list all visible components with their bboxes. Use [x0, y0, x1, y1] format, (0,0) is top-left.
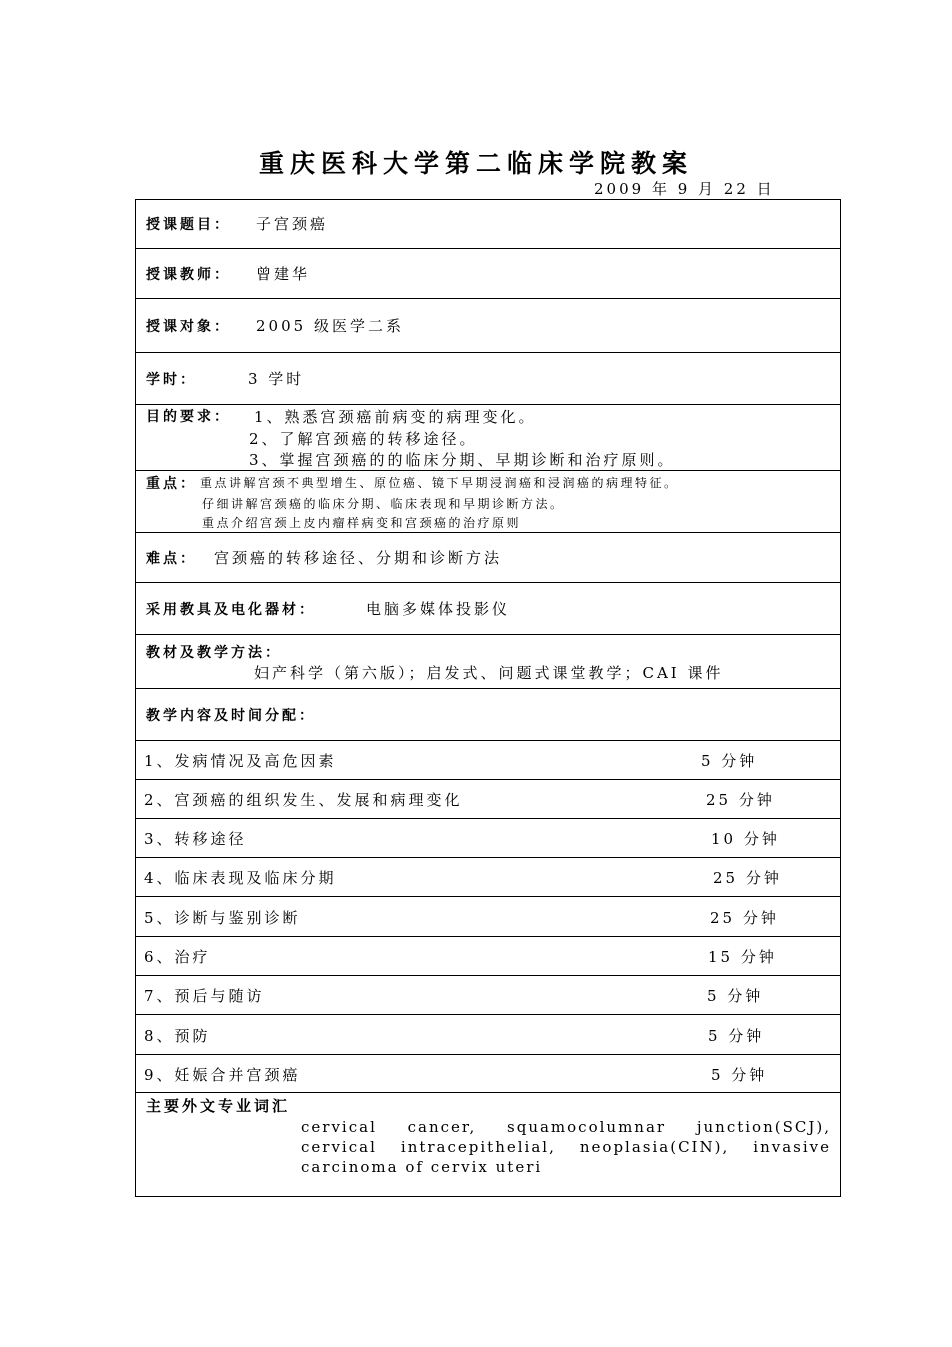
lesson-plan-table: [135, 199, 841, 1197]
schedule-item: 9、妊娠合并宫颈癌: [144, 1066, 301, 1084]
objectives-label: 目的要求：: [146, 409, 231, 425]
page-title: 重庆医科大学第二临床学院教案: [258, 149, 693, 178]
difficulties-label: 难点：: [146, 551, 197, 567]
hours-row: [136, 352, 840, 404]
schedule-item: 4、临床表现及临床分期: [144, 869, 337, 887]
schedule-row: [136, 740, 840, 779]
schedule-item: 2、宫颈癌的组织发生、发展和病理变化: [144, 791, 463, 809]
hours-value: 3 学时: [248, 370, 305, 388]
equipment-row: [136, 582, 840, 634]
key-point-item: 重点讲解宫颈不典型增生、原位癌、镜下早期浸润癌和浸润癌的病理特征。: [200, 476, 679, 490]
equipment-value: 电脑多媒体投影仪: [366, 600, 511, 618]
schedule-row: [136, 779, 840, 818]
schedule-time: 25 分钟: [710, 909, 779, 927]
topic-value: 子宫颈癌: [256, 215, 329, 233]
objectives-row: [136, 404, 840, 470]
schedule-time: 5 分钟: [708, 1027, 765, 1045]
schedule-item: 8、预防: [144, 1027, 211, 1045]
hours-label: 学时：: [146, 372, 197, 388]
audience-label: 授课对象：: [146, 319, 231, 335]
key-points-label: 重点：: [146, 476, 197, 492]
schedule-row: [136, 1054, 840, 1092]
materials-value: 妇产科学（第六版）；启发式、问题式课堂教学；CAI 课件: [254, 664, 724, 682]
schedule-time: 15 分钟: [708, 948, 777, 966]
audience-value: 2005 级医学二系: [256, 317, 404, 335]
teacher-value: 曾建华: [256, 265, 311, 283]
schedule-item: 1、发病情况及高危因素: [144, 752, 337, 770]
audience-row: [136, 298, 840, 352]
objective-item: 2、了解宫颈癌的转移途径。: [249, 430, 478, 448]
schedule-item: 3、转移途径: [144, 830, 247, 848]
schedule-heading: 教学内容及时间分配：: [146, 708, 316, 724]
schedule-row: [136, 936, 840, 975]
schedule-row: [136, 975, 840, 1014]
schedule-time: 5 分钟: [701, 752, 758, 770]
vocabulary-row: [136, 1092, 840, 1197]
equipment-label: 采用教具及电化器材：: [146, 602, 316, 618]
topic-row: [136, 200, 840, 248]
document-date: 2009 年 9 月 22 日: [594, 180, 775, 198]
vocabulary-terms: cervical cancer, squamocolumnar junction(SCJ), cervical intracepithelial, neoplasia(CIN), invasive carcinoma of cervix uteri: [301, 1118, 831, 1176]
objective-item: 3、掌握宫颈癌的的临床分期、早期诊断和治疗原则。: [249, 451, 676, 469]
schedule-heading-row: [136, 688, 840, 740]
schedule-row: [136, 818, 840, 857]
schedule-time: 10 分钟: [711, 830, 780, 848]
schedule-row: [136, 896, 840, 936]
key-point-item: 仔细讲解宫颈癌的临床分期、临床表现和早期诊断方法。: [202, 497, 565, 511]
difficulties-row: [136, 532, 840, 582]
schedule-item: 5、诊断与鉴别诊断: [144, 909, 301, 927]
materials-label: 教材及教学方法：: [146, 645, 282, 661]
vocabulary-label: 主要外文专业词汇: [146, 1097, 291, 1115]
schedule-time: 25 分钟: [713, 869, 782, 887]
schedule-item: 6、治疗: [144, 948, 211, 966]
schedule-row: [136, 857, 840, 896]
schedule-time: 5 分钟: [707, 987, 764, 1005]
teacher-row: [136, 248, 840, 298]
key-point-item: 重点介绍宫颈上皮内瘤样病变和宫颈癌的治疗原则: [202, 516, 522, 530]
key-points-row: [136, 470, 840, 532]
materials-row: [136, 634, 840, 688]
difficulties-value: 宫颈癌的转移途径、分期和诊断方法: [214, 549, 503, 567]
schedule-time: 25 分钟: [706, 791, 775, 809]
objective-item: 1、熟悉宫颈癌前病变的病理变化。: [254, 408, 537, 426]
teacher-label: 授课教师：: [146, 267, 231, 283]
topic-label: 授课题目：: [146, 217, 231, 233]
schedule-time: 5 分钟: [711, 1066, 768, 1084]
schedule-item: 7、预后与随访: [144, 987, 265, 1005]
schedule-row: [136, 1014, 840, 1054]
